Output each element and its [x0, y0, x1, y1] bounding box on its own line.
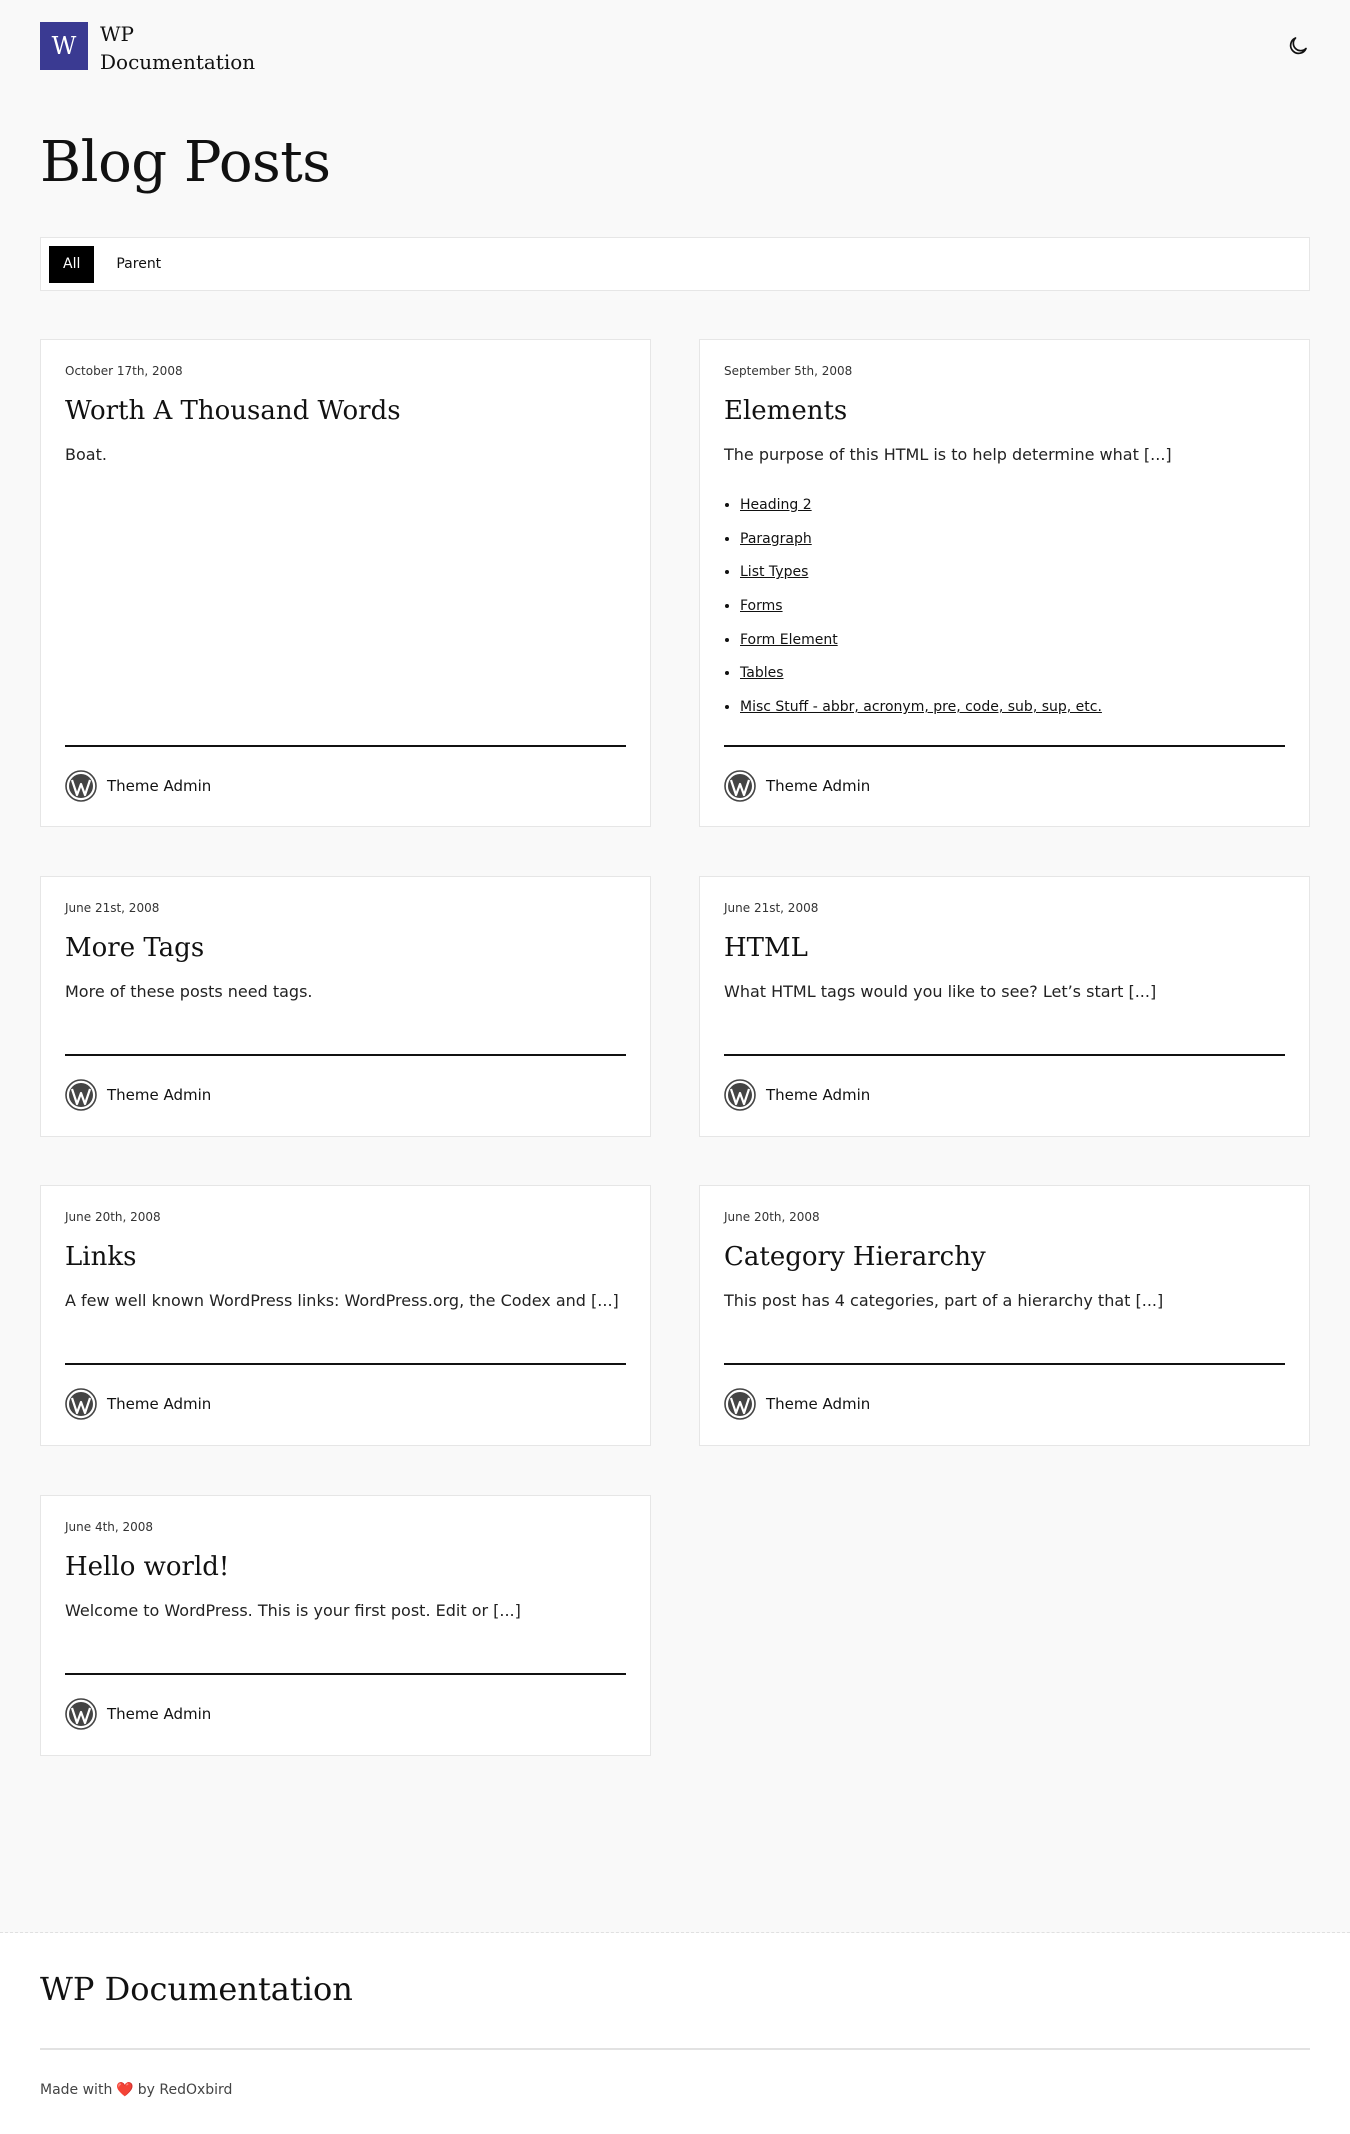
list-link[interactable]: Tables — [740, 665, 784, 682]
author-name[interactable]: Theme Admin — [107, 1395, 212, 1413]
post-excerpt: The purpose of this HTML is to help determine what [...] — [724, 445, 1172, 464]
moon-icon[interactable] — [1286, 34, 1310, 58]
site-title[interactable]: WP Documentation — [100, 22, 256, 74]
post-excerpt: More of these posts need tags. — [65, 982, 313, 1001]
post-title[interactable]: Worth A Thousand Words — [65, 396, 401, 426]
post-card — [40, 1185, 651, 1446]
post-date: June 20th, 2008 — [724, 1210, 820, 1224]
list-item[interactable] — [740, 556, 1285, 590]
list-link[interactable]: Misc Stuff - abbr, acronym, pre, code, sub, sup, etc. — [740, 699, 1102, 716]
filter-all-button[interactable]: All — [49, 246, 94, 283]
footer-divider — [40, 2048, 1310, 2050]
list-item[interactable] — [740, 489, 1285, 523]
post-title[interactable]: HTML — [724, 933, 808, 963]
footer-site-title[interactable]: WP Documentation — [40, 1970, 353, 2008]
brand[interactable] — [40, 22, 280, 76]
post-card — [699, 1185, 1310, 1446]
page-title: Blog Posts — [40, 130, 331, 195]
card-divider — [724, 1054, 1285, 1056]
filter-parent-button[interactable]: Parent — [116, 255, 162, 272]
post-title[interactable]: Hello world! — [65, 1552, 230, 1582]
post-card — [40, 1495, 651, 1756]
heart-icon: ❤️ — [116, 2082, 134, 2098]
post-author[interactable] — [724, 770, 1285, 802]
post-card — [40, 339, 651, 827]
post-excerpt: This post has 4 categories, part of a hierarchy that [...] — [724, 1291, 1164, 1310]
post-title[interactable]: Category Hierarchy — [724, 1242, 986, 1272]
category-filter-bar — [40, 237, 1310, 291]
wordpress-avatar-icon — [65, 1388, 97, 1420]
card-divider — [65, 745, 626, 747]
list-link[interactable]: Form Element — [740, 631, 838, 648]
made-with-text: Made with — [40, 2082, 113, 2098]
wordpress-avatar-icon — [65, 1079, 97, 1111]
post-author[interactable] — [65, 1388, 626, 1420]
author-name[interactable]: Theme Admin — [107, 1705, 212, 1723]
footer-credit — [40, 2082, 232, 2098]
post-date: October 17th, 2008 — [65, 364, 183, 378]
post-card — [699, 876, 1310, 1137]
post-excerpt: Welcome to WordPress. This is your first post. Edit or [...] — [65, 1601, 521, 1620]
post-author[interactable] — [65, 770, 626, 802]
site-header — [40, 22, 1310, 72]
card-divider — [65, 1054, 626, 1056]
wordpress-avatar-icon — [65, 1698, 97, 1730]
list-link[interactable]: Forms — [740, 598, 783, 615]
post-title[interactable]: More Tags — [65, 933, 205, 963]
post-author[interactable] — [65, 1698, 626, 1730]
list-item[interactable] — [740, 624, 1285, 658]
credit-link[interactable]: by RedOxbird — [137, 2082, 233, 2098]
post-date: June 4th, 2008 — [65, 1520, 154, 1534]
wordpress-avatar-icon — [65, 770, 97, 802]
footer-separator — [0, 1932, 1350, 1933]
post-author[interactable] — [724, 1388, 1285, 1420]
post-card — [40, 876, 651, 1137]
post-title[interactable]: Elements — [724, 396, 848, 426]
wordpress-avatar-icon — [724, 1079, 756, 1111]
post-date: June 21st, 2008 — [65, 901, 160, 915]
list-item[interactable] — [740, 523, 1285, 557]
author-name[interactable]: Theme Admin — [107, 1086, 212, 1104]
author-name[interactable]: Theme Admin — [766, 777, 871, 795]
card-divider — [724, 1363, 1285, 1365]
site-logo[interactable]: W — [40, 22, 88, 70]
post-excerpt: A few well known WordPress links: WordPress.org, the Codex and [...] — [65, 1291, 619, 1310]
list-item[interactable] — [740, 590, 1285, 624]
post-title[interactable]: Links — [65, 1242, 137, 1272]
list-link[interactable]: List Types — [740, 564, 809, 581]
list-link[interactable]: Paragraph — [740, 530, 812, 547]
card-divider — [65, 1673, 626, 1675]
post-excerpt: Boat. — [65, 445, 107, 464]
author-name[interactable]: Theme Admin — [766, 1086, 871, 1104]
post-date: June 21st, 2008 — [724, 901, 819, 915]
post-author[interactable] — [65, 1079, 626, 1111]
card-divider — [724, 745, 1285, 747]
list-item[interactable] — [740, 657, 1285, 691]
card-divider — [65, 1363, 626, 1365]
list-link[interactable]: Heading 2 — [740, 497, 812, 513]
wordpress-avatar-icon — [724, 770, 756, 802]
post-author[interactable] — [724, 1079, 1285, 1111]
post-card — [699, 339, 1310, 827]
list-item[interactable] — [740, 691, 1285, 725]
post-date: September 5th, 2008 — [724, 364, 853, 378]
site-footer — [0, 1933, 1350, 2134]
post-excerpt: What HTML tags would you like to see? Let’s start [...] — [724, 982, 1157, 1001]
wordpress-avatar-icon — [724, 1388, 756, 1420]
author-name[interactable]: Theme Admin — [766, 1395, 871, 1413]
post-date: June 20th, 2008 — [65, 1210, 161, 1224]
author-name[interactable]: Theme Admin — [107, 777, 212, 795]
post-link-list — [724, 489, 1285, 725]
